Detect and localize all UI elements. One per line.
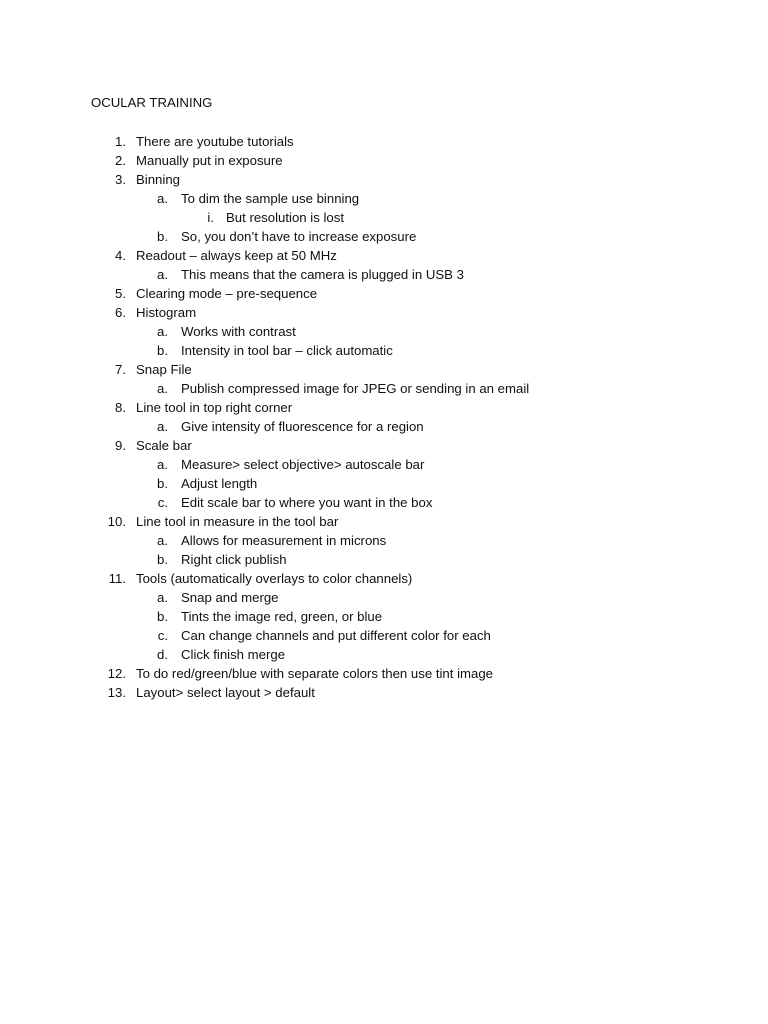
- list-item: [0, 626, 768, 645]
- list-item-marker: 12.: [107, 666, 126, 681]
- list-item-marker: c.: [157, 495, 168, 510]
- list-item-text: To dim the sample use binning: [181, 191, 360, 206]
- list-item-text: Readout – always keep at 50 MHz: [136, 248, 337, 263]
- list-item-text: Tints the image red, green, or blue: [181, 609, 383, 624]
- list-item-marker: 6.: [115, 305, 126, 320]
- list-item: [0, 265, 768, 284]
- list-item-text: Tools (automatically overlays to color channels): [136, 571, 413, 586]
- list-item-marker: 10.: [107, 514, 126, 529]
- list-item-marker: i.: [207, 210, 214, 225]
- list-item: [0, 227, 768, 246]
- list-item-marker: b.: [157, 552, 168, 567]
- list-item-marker: 2.: [115, 153, 126, 168]
- list-item: [0, 398, 768, 417]
- list-item-text: There are youtube tutorials: [136, 134, 294, 149]
- list-item: [0, 645, 768, 664]
- list-item-marker: b.: [157, 229, 168, 244]
- list-item: [0, 284, 768, 303]
- list-item-text: Manually put in exposure: [136, 153, 283, 168]
- list-item: [0, 189, 768, 208]
- list-item-text: Snap File: [136, 362, 192, 377]
- list-item: [0, 360, 768, 379]
- list-item-text: Layout> select layout > default: [136, 685, 315, 700]
- list-item-marker: b.: [157, 343, 168, 358]
- list-item-marker: a.: [157, 191, 168, 206]
- list-item-text: Edit scale bar to where you want in the box: [181, 495, 433, 510]
- list-item-text: Adjust length: [181, 476, 258, 491]
- list-item-marker: 9.: [115, 438, 126, 453]
- list-item: [0, 208, 768, 227]
- list-item: [0, 246, 768, 265]
- list-item-marker: a.: [157, 457, 168, 472]
- list-item-text: Measure> select objective> autoscale bar: [181, 457, 425, 472]
- list-item: [0, 379, 768, 398]
- list-item: [0, 531, 768, 550]
- list-item: [0, 569, 768, 588]
- list-item: [0, 436, 768, 455]
- list-item-text: Right click publish: [181, 552, 287, 567]
- document-title: OCULAR TRAINING: [91, 95, 213, 110]
- list-item-text: Binning: [136, 172, 180, 187]
- list-item-marker: 1.: [115, 134, 126, 149]
- list-item: [0, 474, 768, 493]
- list-item-text: Publish compressed image for JPEG or sending in an email: [181, 381, 530, 396]
- list-item-text: But resolution is lost: [226, 210, 345, 225]
- list-item-text: Scale bar: [136, 438, 192, 453]
- list-item-text: Clearing mode – pre-sequence: [136, 286, 318, 301]
- list-item-marker: a.: [157, 533, 168, 548]
- list-item: [0, 151, 768, 170]
- list-item-marker: 8.: [115, 400, 126, 415]
- list-item: [0, 683, 768, 702]
- list-item-marker: c.: [157, 628, 168, 643]
- list-item-marker: b.: [157, 609, 168, 624]
- list-item: [0, 417, 768, 436]
- list-item-text: Histogram: [136, 305, 197, 320]
- list-item: [0, 607, 768, 626]
- list-item-marker: a.: [157, 381, 168, 396]
- list-item-marker: b.: [157, 476, 168, 491]
- list-item-text: Give intensity of fluorescence for a region: [181, 419, 424, 434]
- list-item-text: Allows for measurement in microns: [181, 533, 387, 548]
- list-item-marker: 13.: [107, 685, 126, 700]
- list-item-marker: a.: [157, 324, 168, 339]
- list-item: [0, 455, 768, 474]
- list-item: [0, 550, 768, 569]
- list-item-text: Intensity in tool bar – click automatic: [181, 343, 393, 358]
- list-item-text: This means that the camera is plugged in USB 3: [181, 267, 464, 282]
- list-item-text: Can change channels and put different color for each: [181, 628, 491, 643]
- list-item-text: Line tool in measure in the tool bar: [136, 514, 339, 529]
- list-item-marker: 3.: [115, 172, 126, 187]
- list-item-marker: a.: [157, 267, 168, 282]
- training-outline-list: [0, 132, 768, 702]
- list-item: [0, 664, 768, 683]
- list-item-text: Works with contrast: [181, 324, 296, 339]
- list-item-text: To do red/green/blue with separate colors then use tint image: [136, 666, 494, 681]
- list-item-text: Snap and merge: [181, 590, 279, 605]
- list-item-text: Click finish merge: [181, 647, 286, 662]
- list-item: [0, 341, 768, 360]
- list-item: [0, 512, 768, 531]
- list-item-marker: a.: [157, 419, 168, 434]
- list-item-marker: 4.: [115, 248, 126, 263]
- list-item: [0, 170, 768, 189]
- list-item: [0, 132, 768, 151]
- list-item-text: So, you don’t have to increase exposure: [181, 229, 417, 244]
- list-item-marker: 11.: [108, 571, 126, 586]
- list-item: [0, 493, 768, 512]
- list-item-marker: d.: [157, 647, 168, 662]
- list-item: [0, 303, 768, 322]
- list-item-marker: a.: [157, 590, 168, 605]
- list-item-marker: 7.: [115, 362, 126, 377]
- list-item-marker: 5.: [115, 286, 126, 301]
- list-item-text: Line tool in top right corner: [136, 400, 293, 415]
- list-item: [0, 588, 768, 607]
- list-item: [0, 322, 768, 341]
